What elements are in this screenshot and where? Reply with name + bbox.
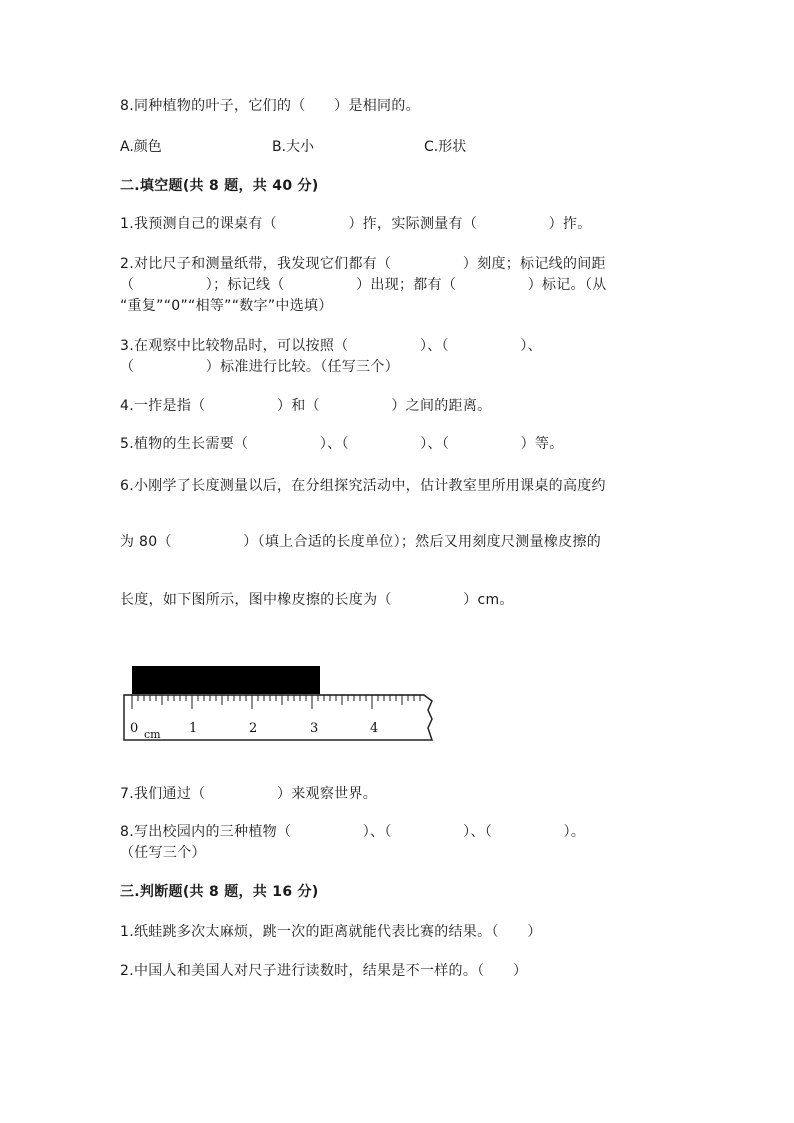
ruler-body	[124, 695, 432, 740]
ruler-number-1: 1	[189, 721, 198, 736]
fill-q8-line2: （任写三个）	[120, 845, 206, 861]
fill-q2-line3: “重复”“0”“相等”“数字”中选填）	[120, 298, 333, 314]
fill-q2-line2: （ ）；标记线（ ）出现；都有（ ）标记。（从	[120, 277, 607, 293]
fill-q3-line1: 3.在观察中比较物品时，可以按照（ ）、（ ）、	[120, 338, 542, 354]
ruler-unit: cm	[144, 728, 161, 741]
ruler-number-0: 0	[130, 721, 139, 736]
ruler-number-2: 2	[249, 721, 258, 736]
fill-q6-line2: 为 80（ ）（填上合适的长度单位）；然后又用刻度尺测量橡皮擦的	[120, 534, 602, 550]
option-a: A.颜色	[120, 139, 162, 155]
option-b: B.大小	[272, 139, 315, 155]
ruler-figure	[118, 662, 438, 744]
eraser	[132, 666, 320, 694]
ruler-number-4: 4	[370, 721, 379, 736]
fill-q1: 1.我预测自己的课桌有（ ）拃，实际测量有（ ）拃。	[120, 216, 592, 232]
option-c: C.形状	[424, 139, 467, 155]
fill-q6-line3: 长度，如下图所示，图中橡皮擦的长度为（ ）cm。	[120, 592, 514, 608]
section-3-heading: 三.判断题(共 8 题，共 16 分)	[120, 884, 319, 900]
fill-q8-line1: 8.写出校园内的三种植物（ ）、（ ）、（ ）。	[120, 824, 586, 840]
section-2-heading: 二.填空题(共 8 题，共 40 分)	[120, 178, 319, 194]
fill-q4: 4.一拃是指（ ）和（ ）之间的距离。	[120, 398, 492, 414]
fill-q6-line1: 6.小刚学了长度测量以后，在分组探究活动中，估计教室里所用课桌的高度约	[120, 478, 606, 494]
judge-q2: 2.中国人和美国人对尺子进行读数时，结果是不一样的。（ ）	[120, 963, 528, 979]
fill-q3-line2: （ ）标准进行比较。（任写三个）	[120, 359, 399, 375]
fill-q5: 5.植物的生长需要（ ）、（ ）、（ ）等。	[120, 436, 564, 452]
question-8-stem: 8.同种植物的叶子，它们的（ ）是相同的。	[120, 98, 420, 114]
fill-q7: 7.我们通过（ ）来观察世界。	[120, 786, 378, 802]
ruler-number-3: 3	[310, 721, 319, 736]
fill-q2-line1: 2.对比尺子和测量纸带，我发现它们都有（ ）刻度；标记线的间距	[120, 256, 606, 272]
judge-q1: 1.纸蛙跳多次太麻烦，跳一次的距离就能代表比赛的结果。（ ）	[120, 924, 542, 940]
